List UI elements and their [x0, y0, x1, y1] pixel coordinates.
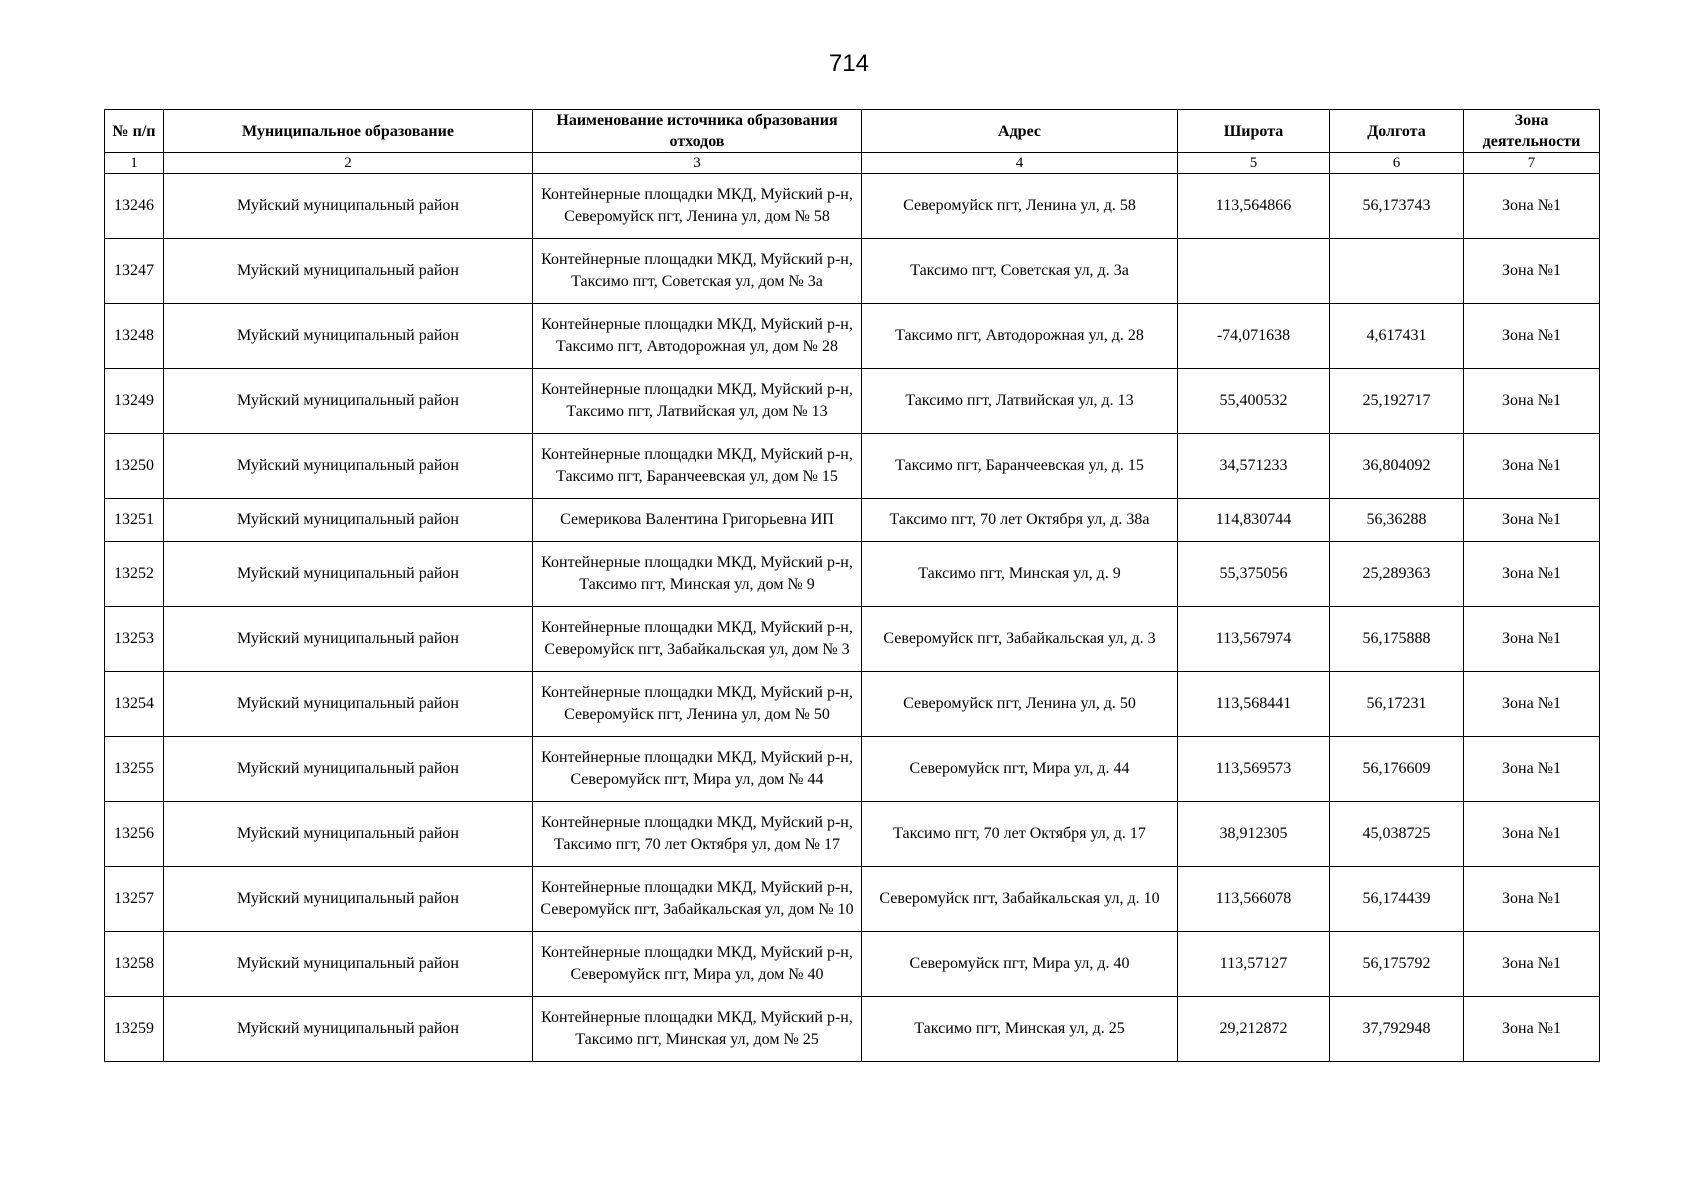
cell-number: 13254 [105, 672, 164, 737]
table-row [105, 239, 1600, 304]
cell-number: 13252 [105, 542, 164, 607]
cell-source: Контейнерные площадки МКД, Муйский р-н, Северомуйск пгт, Забайкальская ул, дом № 3 [533, 607, 862, 672]
cell-municipality: Муйский муниципальный район [164, 932, 533, 997]
cell-latitude: 113,569573 [1178, 737, 1330, 802]
cell-longitude: 56,175888 [1330, 607, 1464, 672]
column-number-cell: 1 [105, 153, 164, 174]
cell-zone: Зона №1 [1464, 499, 1600, 542]
table-row [105, 607, 1600, 672]
table-row [105, 997, 1600, 1062]
cell-longitude: 36,804092 [1330, 434, 1464, 499]
cell-source: Контейнерные площадки МКД, Муйский р-н, Северомуйск пгт, Ленина ул, дом № 58 [533, 174, 862, 239]
cell-source: Контейнерные площадки МКД, Муйский р-н, Таксимо пгт, 70 лет Октября ул, дом № 17 [533, 802, 862, 867]
header-cell-number: № п/п [105, 110, 164, 153]
cell-number: 13255 [105, 737, 164, 802]
column-number-cell: 3 [533, 153, 862, 174]
cell-longitude: 56,173743 [1330, 174, 1464, 239]
column-number-row [105, 153, 1600, 174]
cell-source: Контейнерные площадки МКД, Муйский р-н, Северомуйск пгт, Забайкальская ул, дом № 10 [533, 867, 862, 932]
header-row [105, 110, 1600, 153]
cell-address: Северомуйск пгт, Ленина ул, д. 58 [862, 174, 1178, 239]
cell-latitude: 113,564866 [1178, 174, 1330, 239]
cell-latitude: -74,071638 [1178, 304, 1330, 369]
cell-longitude [1330, 239, 1464, 304]
cell-longitude: 25,192717 [1330, 369, 1464, 434]
table-row [105, 802, 1600, 867]
column-number-cell: 5 [1178, 153, 1330, 174]
cell-source: Контейнерные площадки МКД, Муйский р-н, Таксимо пгт, Латвийская ул, дом № 13 [533, 369, 862, 434]
cell-municipality: Муйский муниципальный район [164, 802, 533, 867]
cell-latitude [1178, 239, 1330, 304]
column-number-cell: 7 [1464, 153, 1600, 174]
cell-municipality: Муйский муниципальный район [164, 499, 533, 542]
table-row [105, 499, 1600, 542]
cell-municipality: Муйский муниципальный район [164, 672, 533, 737]
cell-zone: Зона №1 [1464, 997, 1600, 1062]
cell-zone: Зона №1 [1464, 434, 1600, 499]
header-cell-source: Наименование источника образования отходов [533, 110, 862, 153]
cell-number: 13248 [105, 304, 164, 369]
table-row [105, 542, 1600, 607]
column-number-cell: 4 [862, 153, 1178, 174]
cell-longitude: 56,175792 [1330, 932, 1464, 997]
header-cell-address: Адрес [862, 110, 1178, 153]
cell-latitude: 29,212872 [1178, 997, 1330, 1062]
cell-zone: Зона №1 [1464, 607, 1600, 672]
table-row [105, 434, 1600, 499]
page-number: 714 [828, 50, 870, 77]
cell-address: Таксимо пгт, Латвийская ул, д. 13 [862, 369, 1178, 434]
cell-municipality: Муйский муниципальный район [164, 174, 533, 239]
cell-address: Таксимо пгт, Автодорожная ул, д. 28 [862, 304, 1178, 369]
cell-latitude: 55,375056 [1178, 542, 1330, 607]
cell-address: Северомуйск пгт, Мира ул, д. 40 [862, 932, 1178, 997]
header-cell-zone: Зона деятельности [1464, 110, 1600, 153]
cell-zone: Зона №1 [1464, 369, 1600, 434]
cell-source: Контейнерные площадки МКД, Муйский р-н, Таксимо пгт, Минская ул, дом № 25 [533, 997, 862, 1062]
cell-longitude: 25,289363 [1330, 542, 1464, 607]
cell-number: 13256 [105, 802, 164, 867]
table-row [105, 369, 1600, 434]
cell-number: 13246 [105, 174, 164, 239]
cell-number: 13257 [105, 867, 164, 932]
table-row [105, 867, 1600, 932]
cell-municipality: Муйский муниципальный район [164, 369, 533, 434]
cell-number: 13258 [105, 932, 164, 997]
cell-longitude: 56,176609 [1330, 737, 1464, 802]
cell-address: Северомуйск пгт, Забайкальская ул, д. 3 [862, 607, 1178, 672]
cell-source: Семерикова Валентина Григорьевна ИП [533, 499, 862, 542]
cell-address: Таксимо пгт, Баранчеевская ул, д. 15 [862, 434, 1178, 499]
cell-longitude: 37,792948 [1330, 997, 1464, 1062]
header-cell-latitude: Широта [1178, 110, 1330, 153]
table-row [105, 672, 1600, 737]
cell-source: Контейнерные площадки МКД, Муйский р-н, Таксимо пгт, Баранчеевская ул, дом № 15 [533, 434, 862, 499]
cell-address: Таксимо пгт, 70 лет Октября ул, д. 17 [862, 802, 1178, 867]
waste-sources-table [104, 109, 1600, 1062]
cell-municipality: Муйский муниципальный район [164, 607, 533, 672]
cell-zone: Зона №1 [1464, 802, 1600, 867]
header-cell-longitude: Долгота [1330, 110, 1464, 153]
cell-address: Северомуйск пгт, Ленина ул, д. 50 [862, 672, 1178, 737]
cell-latitude: 38,912305 [1178, 802, 1330, 867]
cell-source: Контейнерные площадки МКД, Муйский р-н, Таксимо пгт, Минская ул, дом № 9 [533, 542, 862, 607]
cell-address: Таксимо пгт, Советская ул, д. 3а [862, 239, 1178, 304]
cell-latitude: 113,568441 [1178, 672, 1330, 737]
cell-latitude: 34,571233 [1178, 434, 1330, 499]
cell-latitude: 113,566078 [1178, 867, 1330, 932]
table-row [105, 304, 1600, 369]
cell-municipality: Муйский муниципальный район [164, 867, 533, 932]
cell-latitude: 114,830744 [1178, 499, 1330, 542]
table-row [105, 737, 1600, 802]
cell-zone: Зона №1 [1464, 672, 1600, 737]
cell-municipality: Муйский муниципальный район [164, 542, 533, 607]
cell-number: 13247 [105, 239, 164, 304]
column-number-cell: 2 [164, 153, 533, 174]
cell-zone: Зона №1 [1464, 304, 1600, 369]
cell-latitude: 55,400532 [1178, 369, 1330, 434]
cell-source: Контейнерные площадки МКД, Муйский р-н, Северомуйск пгт, Мира ул, дом № 40 [533, 932, 862, 997]
cell-source: Контейнерные площадки МКД, Муйский р-н, Таксимо пгт, Советская ул, дом № 3а [533, 239, 862, 304]
header-cell-municipality: Муниципальное образование [164, 110, 533, 153]
cell-latitude: 113,567974 [1178, 607, 1330, 672]
cell-source: Контейнерные площадки МКД, Муйский р-н, Таксимо пгт, Автодорожная ул, дом № 28 [533, 304, 862, 369]
cell-municipality: Муйский муниципальный район [164, 434, 533, 499]
cell-address: Таксимо пгт, 70 лет Октября ул, д. 38а [862, 499, 1178, 542]
cell-longitude: 4,617431 [1330, 304, 1464, 369]
cell-address: Таксимо пгт, Минская ул, д. 25 [862, 997, 1178, 1062]
cell-latitude: 113,57127 [1178, 932, 1330, 997]
cell-longitude: 56,174439 [1330, 867, 1464, 932]
table-body [105, 174, 1600, 1062]
cell-zone: Зона №1 [1464, 239, 1600, 304]
cell-number: 13249 [105, 369, 164, 434]
cell-municipality: Муйский муниципальный район [164, 239, 533, 304]
cell-number: 13250 [105, 434, 164, 499]
cell-municipality: Муйский муниципальный район [164, 997, 533, 1062]
cell-zone: Зона №1 [1464, 867, 1600, 932]
cell-source: Контейнерные площадки МКД, Муйский р-н, Северомуйск пгт, Мира ул, дом № 44 [533, 737, 862, 802]
cell-zone: Зона №1 [1464, 737, 1600, 802]
cell-source: Контейнерные площадки МКД, Муйский р-н, Северомуйск пгт, Ленина ул, дом № 50 [533, 672, 862, 737]
cell-zone: Зона №1 [1464, 542, 1600, 607]
cell-number: 13251 [105, 499, 164, 542]
cell-longitude: 56,17231 [1330, 672, 1464, 737]
cell-zone: Зона №1 [1464, 174, 1600, 239]
table-row [105, 932, 1600, 997]
cell-municipality: Муйский муниципальный район [164, 304, 533, 369]
cell-number: 13259 [105, 997, 164, 1062]
cell-address: Северомуйск пгт, Забайкальская ул, д. 10 [862, 867, 1178, 932]
cell-number: 13253 [105, 607, 164, 672]
cell-municipality: Муйский муниципальный район [164, 737, 533, 802]
cell-longitude: 56,36288 [1330, 499, 1464, 542]
table-row [105, 174, 1600, 239]
cell-address: Таксимо пгт, Минская ул, д. 9 [862, 542, 1178, 607]
cell-address: Северомуйск пгт, Мира ул, д. 44 [862, 737, 1178, 802]
cell-zone: Зона №1 [1464, 932, 1600, 997]
cell-longitude: 45,038725 [1330, 802, 1464, 867]
table-header [105, 110, 1600, 174]
column-number-cell: 6 [1330, 153, 1464, 174]
